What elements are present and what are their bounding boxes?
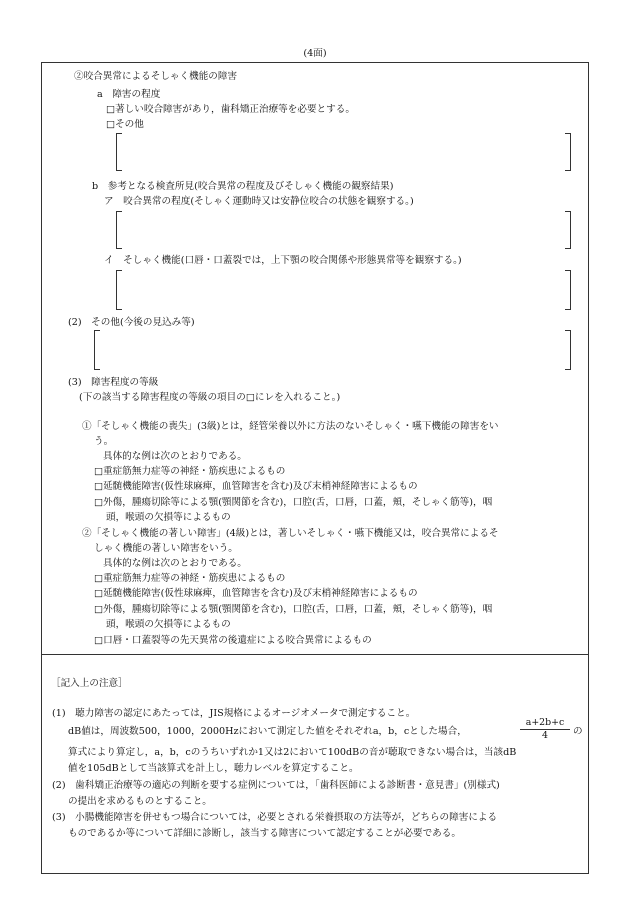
other-bracket-left — [116, 133, 122, 171]
checkbox-other[interactable]: □その他 — [106, 119, 144, 130]
notes-divider — [41, 654, 589, 655]
note2-line2: の提出を求めるものとすること。 — [68, 796, 212, 807]
note1-line2-tail: の — [573, 726, 583, 737]
findings-label: b 参考となる検査所見(咬合異常の程度及びそしゃく機能の観察結果) — [92, 181, 394, 192]
grade4-definition-2: しゃく機能の著しい障害をいう。 — [94, 543, 238, 554]
note1-line4: 値を105dBとして当該算式を計上し，聴力レベルを算定すること。 — [68, 763, 359, 774]
grade4-examples-label: 具体的な例は次のとおりである。 — [103, 558, 247, 569]
outlook-bracket-left — [94, 330, 100, 370]
formula-numerator: a+2b+c — [520, 717, 570, 730]
occlusion-heading: ②咬合異常によるそしゃく機能の障害 — [74, 71, 238, 82]
page-number: (4面) — [303, 48, 327, 59]
grade-instruction: (下の該当する障害程度の等級の項目の□にレを入れること。) — [79, 392, 341, 403]
findings-a-bracket-right — [565, 211, 571, 249]
grade-label: (3) 障害程度の等級 — [68, 377, 159, 388]
other-outlook-label: (2) その他(今後の見込み等) — [68, 317, 195, 328]
grade3-checkbox-neuro[interactable]: □重症筋無力症等の神経・筋疾患によるもの — [94, 466, 286, 477]
notes-title: ［記入上の注意］ — [51, 678, 128, 689]
other-bracket-right — [565, 133, 571, 171]
findings-item-a: ア 咬合異常の程度(そしゃく運動時又は安静位咬合の状態を観察する。) — [104, 196, 414, 207]
findings-item-i: イ そしゃく機能(口唇・口蓋裂では，上下顎の咬合関係や形態異常等を観察する。) — [104, 255, 462, 266]
grade3-definition-1: ①「そしゃく機能の喪失」(3級)とは，経管栄養以外に方法のないそしゃく・嚥下機能の障害をい — [82, 421, 499, 432]
note3-line1: (3) 小腸機能障害を併せもつ場合については，必要とされる栄養摂取の方法等が，どちらの障害による — [52, 812, 498, 823]
checkbox-severe-occlusion[interactable]: □著しい咬合障害があり，歯科矯正治療等を必要とする。 — [106, 104, 355, 115]
note2-line1: (2) 歯科矯正治療等の適応の判断を要する症例については，「歯科医師による診断書・意見書」(別様式) — [52, 780, 500, 791]
grade4-checkbox-medulla[interactable]: □延髄機能障害(仮性球麻痺，血管障害を含む)及び末梢神経障害によるもの — [94, 588, 418, 599]
findings-i-bracket-right — [565, 270, 571, 310]
grade3-checkbox-trauma[interactable]: □外傷，腫瘍切除等による顎(顎関節を含む)，口腔(舌，口唇，口蓋，頬，そしゃく筋等)，咽 — [94, 497, 493, 508]
grade3-examples-label: 具体的な例は次のとおりである。 — [103, 451, 247, 462]
note1-line2: dB値は，周波数500，1000，2000Hzにおいて測定した値をそれぞれa，b，cとした場合， — [68, 726, 467, 737]
findings-a-bracket-left — [116, 211, 122, 249]
note1-formula — [520, 717, 570, 742]
findings-i-bracket-left — [116, 270, 122, 310]
grade3-checkbox-trauma-cont: 頭，喉頭の欠損等によるもの — [106, 512, 231, 523]
grade4-checkbox-trauma[interactable]: □外傷，腫瘍切除等による顎(顎関節を含む)，口腔(舌，口唇，口蓋，頬，そしゃく筋等)，咽 — [94, 604, 493, 615]
grade4-checkbox-neuro[interactable]: □重症筋無力症等の神経・筋疾患によるもの — [94, 573, 286, 584]
grade4-checkbox-congenital[interactable]: □口唇・口蓋裂等の先天異常の後遺症による咬合異常によるもの — [94, 635, 372, 646]
grade3-checkbox-medulla[interactable]: □延髄機能障害(仮性球麻痺，血管障害を含む)及び末梢神経障害によるもの — [94, 481, 418, 492]
note3-line2: ものであるか等について詳細に診断し，該当する障害について認定することが必要である。 — [68, 828, 461, 839]
formula-denominator: 4 — [542, 729, 548, 741]
outlook-bracket-right — [565, 330, 571, 370]
note1-line3: 算式により算定し，a，b，cのうちいずれか1又は2において100dBの音が聴取できない場合は，当該dB — [68, 747, 517, 758]
grade4-definition-1: ②「そしゃく機能の著しい障害」(4級)とは，著しいそしゃく・嚥下機能又は，咬合異常によるそ — [82, 528, 499, 539]
severity-label: a 障害の程度 — [97, 89, 161, 100]
note1-line1: (1) 聴力障害の認定にあたっては，JIS規格によるオージオメータで測定すること。 — [52, 708, 416, 719]
grade4-checkbox-trauma-cont: 頭，喉頭の欠損等によるもの — [106, 619, 231, 630]
grade3-definition-2: う。 — [94, 436, 114, 447]
